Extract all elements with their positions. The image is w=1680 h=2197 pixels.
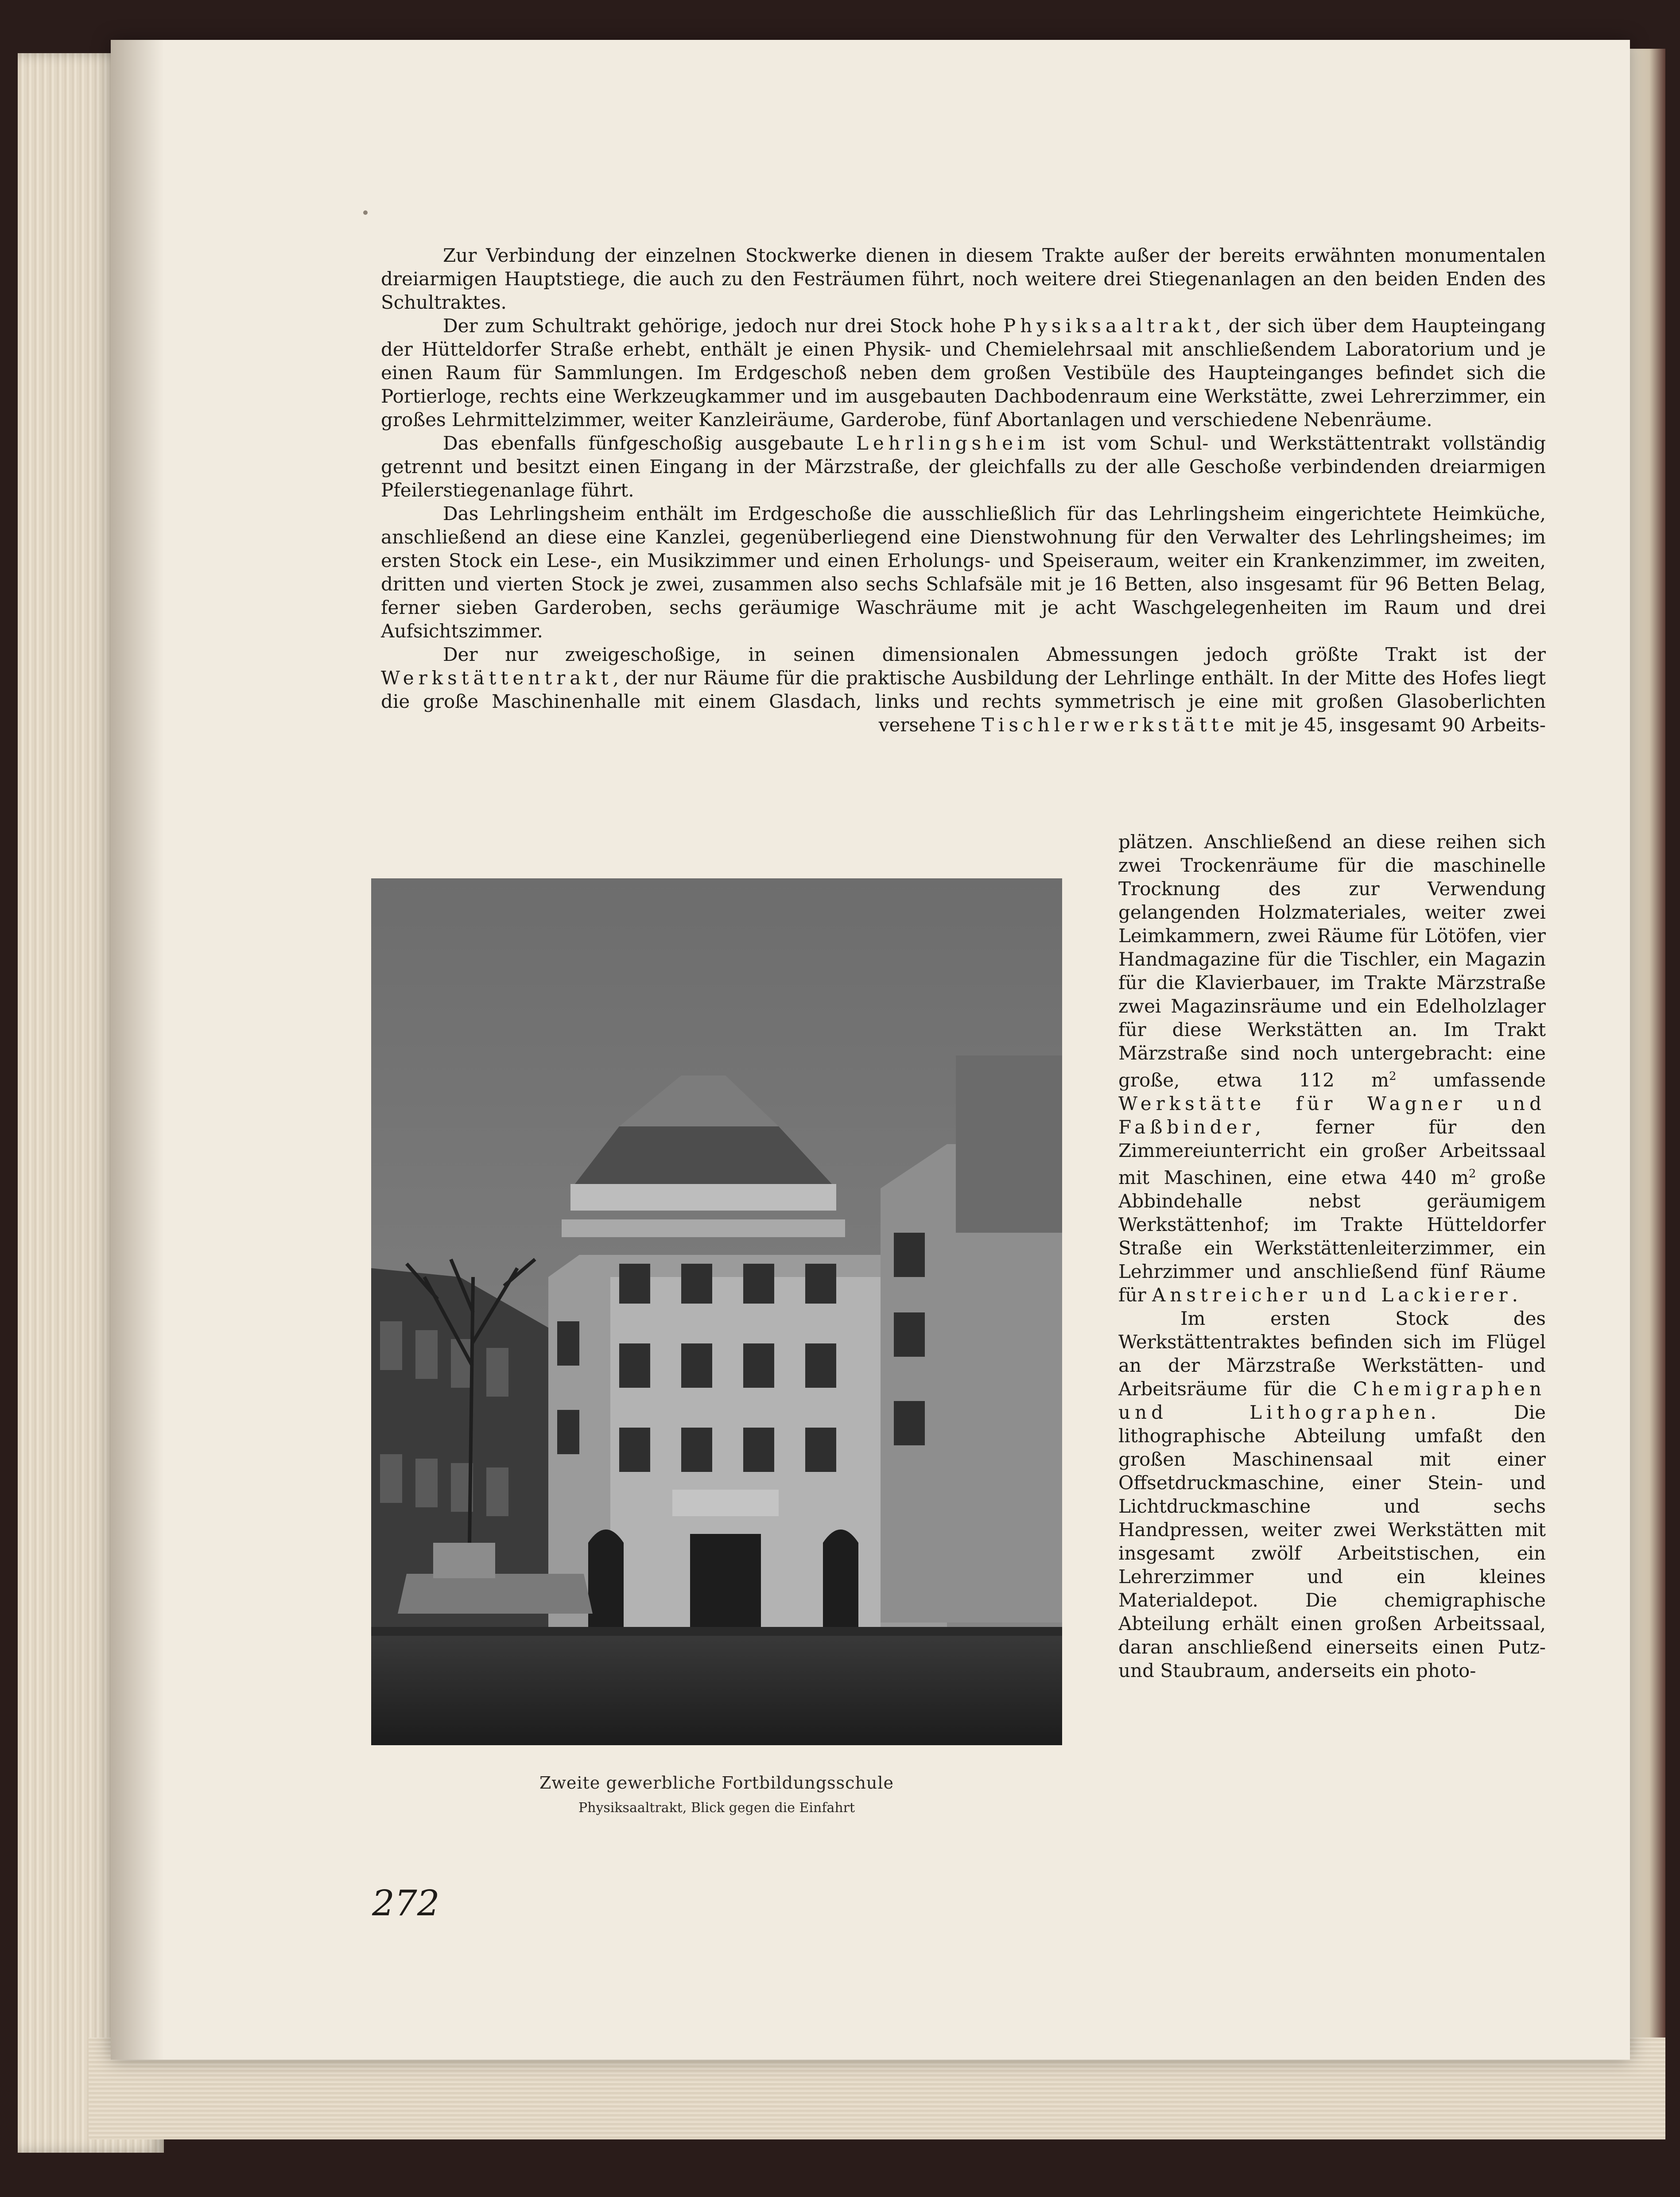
side-text-column <box>1118 830 1546 1682</box>
paragraph-2: Der zum Schultrakt gehörige, jedoch nur drei Stock hohe Physiksaaltrakt, der sich über dem Haupteingang der Hütteldorfer Straße erhebt, enthält je einen Physik- und Chemielehrsaal mit anschließendem Laboratorium und je einen Raum für Sammlungen. Im Erdgeschoß neben dem großen Vestibüle des Haupteinganges befindet sich die Portierloge, rechts eine Werkzeugkammer und im ausgebauten Dachbodenraum eine Werkstätte, zwei Lehrerzimmer, ein großes Lehrmittelzimmer, weiter Kanzleiräume, Garderobe, fünf Abortanlagen und verschiedene Nebenräume. <box>381 315 1546 431</box>
caption-subtitle: Physiksaaltrakt, Blick gegen die Einfahrt <box>578 1800 855 1816</box>
paragraph-4: Das Lehrlingsheim enthält im Erdgeschoße die ausschließlich für das Lehrlingsheim eingerichtete Heimküche, anschließend an diese eine Kanzlei, gegenüberliegend eine Dienstwohnung für den Verwalter des Lehrlingsheimes; im ersten Stock ein Lese-, ein Musikzimmer und einen Erholungs- und Speiseraum, weiter ein Krankenzimmer, im zweiten, dritten und vierten Stock je zwei, zusammen also sechs Schlafsäle mit je 16 Betten, also insgesamt für 96 Betten Belag, ferner sieben Garderoben, sechs geräumige Waschräume mit je acht Waschgelegenheiten im Raum und drei Aufsichtszimmer. <box>381 503 1546 642</box>
side-paragraph-1: plätzen. Anschließend an diese reihen sich zwei Trockenräume für die maschinelle Trocknung des zur Verwendung gelangenden Holzmateriales, weiter zwei Leimkammern, zwei Räume für Lötöfen, vier Handmagazine für die Tischler, ein Magazin für die Klavierbauer, im Trakte Märzstraße zwei Magazinsräume und ein Edelholzlager für diese Werkstätten an. Im Trakt Märzstraße sind noch untergebracht: eine große, etwa 112 $m^2$ umfassende Werkstätte für Wagner und Faßbinder, ferner für den Zimmereiunterricht ein großer Arbeitssaal mit Maschinen, eine etwa 440 $m^2$ große Abbindehalle nebst geräumigem Werkstättenhof; im Trakte Hütteldorfer Straße ein Werkstättenleiterzimmer, ein Lehrzimmer und anschließend fünf Räume für Anstreicher und Lackierer. <box>1118 831 1546 1306</box>
spaced-term: Werkstätte für Wagner und Faßbinder <box>1118 1093 1546 1138</box>
building-photo-drawing <box>371 878 1062 1745</box>
spaced-term: Tischlerwerkstätte <box>982 714 1239 736</box>
caption-title: Zweite gewerbliche Fortbildungsschule <box>539 1773 894 1793</box>
page-speck <box>363 210 368 215</box>
side-paragraph-2: Im ersten Stock des Werkstättentraktes befinden sich im Flügel an der Märzstraße Werkstätten- und Arbeitsräume für die Chemigraphen und Lithographen. Die lithographische Abteilung umfaßt den großen Maschinensaal mit einer Offsetdruckmaschine, einer Stein- und Lichtdruckmaschine und sechs Handpressen, weiter zwei Werkstätten mit insgesamt zwölf Arbeitstischen, ein Lehrerzimmer und ein kleines Materialdepot. Die chemigraphische Abteilung erhält einen großen Arbeitssaal, daran anschließend einerseits einen Putz- und Staubraum, anderseits ein photo- <box>1118 1308 1546 1681</box>
spaced-term: Anstreicher und Lackierer <box>1152 1284 1512 1306</box>
building-photo <box>371 878 1062 1745</box>
paragraph-3: Das ebenfalls fünfgeschoßig ausgebaute Lehrlingsheim ist vom Schul- und Werkstättentrakt vollständig getrennt und besitzt einen Eingang in der Märzstraße, der gleichfalls zu der alle Geschoße verbindenden dreiarmigen Pfeilerstiegenanlage führt. <box>381 432 1546 501</box>
spaced-term: Lehrlingsheim <box>856 432 1050 454</box>
page-number: 272 <box>372 1883 440 1924</box>
photo-caption <box>371 1772 1062 1818</box>
spaced-term: Werkstättentrakt <box>381 667 613 689</box>
superscript: 2 <box>1468 1167 1476 1180</box>
main-text-column <box>381 244 1546 737</box>
paragraph-1: Zur Verbindung der einzelnen Stockwerke dienen in diesem Trakte außer der bereits erwähnten monumentalen dreiarmigen Hauptstiege, die auch zu den Festräumen führt, noch weitere drei Stiegenanlagen an den beiden Enden des Schultraktes. <box>381 245 1546 313</box>
paragraph-5: Der nur zweigeschoßige, in seinen dimensionalen Abmessungen jedoch größte Trakt ist der Werkstättentrakt, der nur Räume für die praktische Ausbildung der Lehrlinge enthält. In der Mitte des Hofes liegt die große Maschinenhalle mit einem Glasdach, links und rechts symmetrisch je eine mit großen Glasoberlichten versehene Tischlerwerkstätte mit je 45, insgesamt 90 Arbeits- <box>381 644 1546 736</box>
superscript: 2 <box>1389 1070 1397 1083</box>
gutter-shadow <box>111 40 164 2060</box>
spaced-term: Chemigraphen und Lithographen <box>1118 1378 1546 1423</box>
spaced-term: Physiksaaltrakt <box>1003 315 1215 337</box>
book-cover-edge-right <box>1626 49 1665 2042</box>
